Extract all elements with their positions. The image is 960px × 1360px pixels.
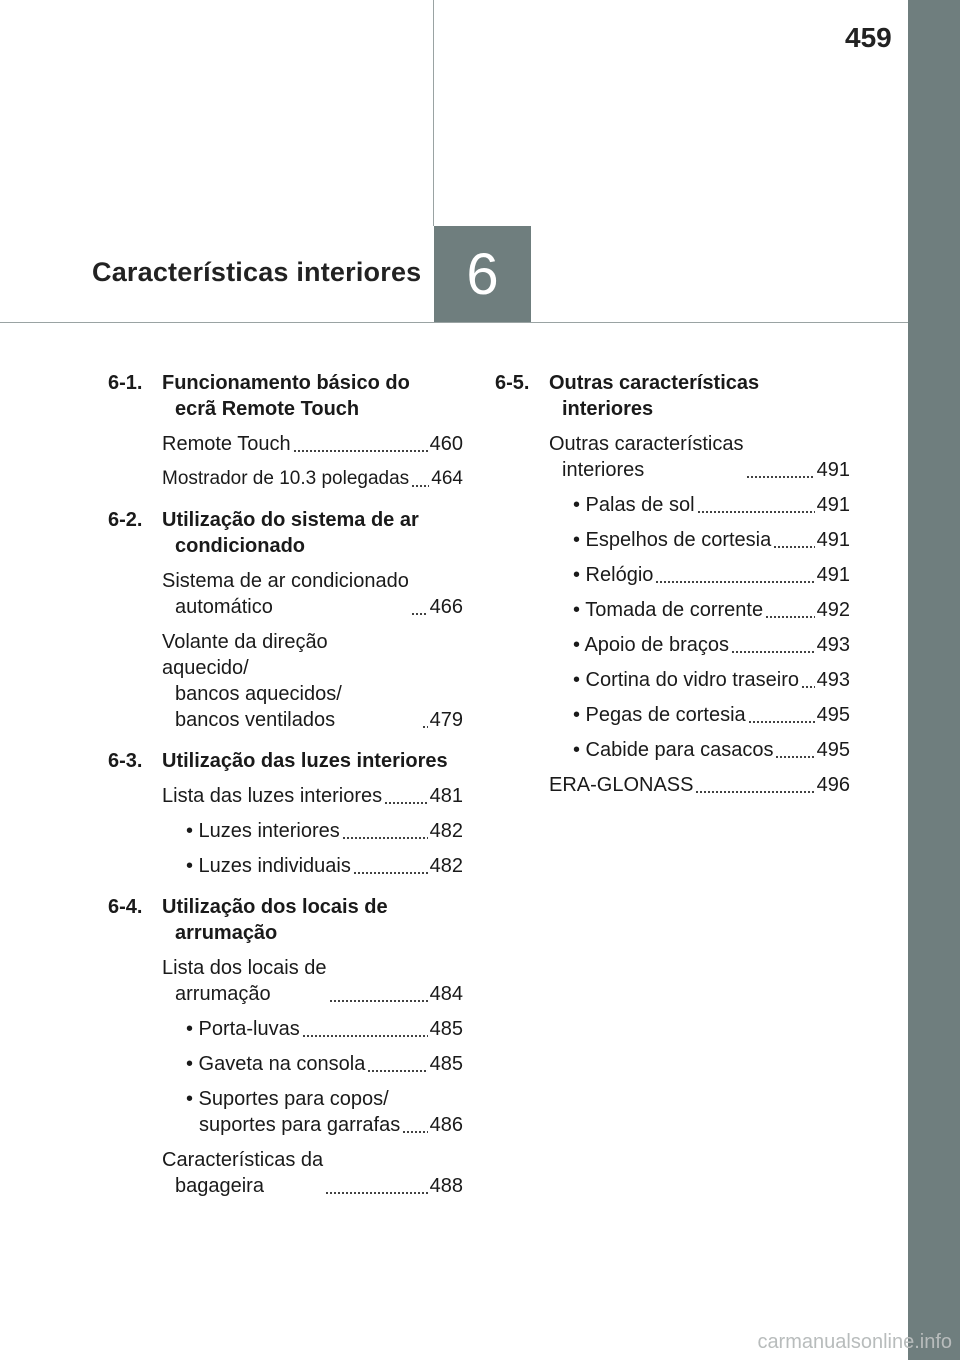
leader-dots — [411, 472, 429, 488]
leader-dots — [325, 1179, 427, 1195]
section-title: Funcionamento básico do ecrã Remote Touch — [162, 372, 410, 420]
page-ref: 491 — [816, 459, 850, 481]
toc-entry-remote-touch[interactable]: Remote Touch 460 — [162, 433, 463, 455]
footer-watermark: carmanualsonline.info — [757, 1331, 952, 1353]
toc-entry-assist-grips[interactable]: • Pegas de cortesia 495 — [573, 704, 850, 726]
toc-entry-era-glonass[interactable]: ERA-GLONASS 496 — [549, 774, 850, 796]
section-title: Utilização das luzes interiores — [162, 750, 448, 772]
section-number: 6-2. — [108, 509, 143, 531]
page-ref: 488 — [429, 1175, 463, 1197]
chapter-number-box — [434, 226, 531, 322]
page-ref: 496 — [816, 774, 850, 796]
toc-entry-heated-seats[interactable]: Volante da direção aquecido/ bancos aquecidos/ bancos ventilados 479 — [162, 631, 463, 731]
toc-right-column — [495, 370, 850, 798]
leader-dots — [655, 568, 814, 584]
toc-entry-armrest[interactable]: • Apoio de braços 493 — [573, 634, 850, 656]
toc-left-column — [108, 370, 463, 1199]
page-ref: 479 — [429, 709, 463, 731]
section-number: 6-5. — [495, 372, 530, 394]
toc-entry-individual-lights[interactable]: • Luzes individuais 482 — [186, 855, 463, 877]
toc-entry-console-box[interactable]: • Gaveta na consola 485 — [186, 1053, 463, 1075]
toc-entry-sun-visors[interactable]: • Palas de sol 491 — [573, 494, 850, 516]
leader-dots — [367, 1057, 427, 1073]
toc-entry-vanity-mirrors[interactable]: • Espelhos de cortesia 491 — [573, 529, 850, 551]
leader-dots — [402, 1118, 427, 1134]
page-ref: 493 — [816, 634, 850, 656]
page-ref: 492 — [816, 599, 850, 621]
leader-dots — [775, 743, 814, 759]
leader-dots — [422, 713, 428, 729]
page-ref: 481 — [429, 785, 463, 807]
leader-dots — [411, 600, 428, 616]
page-ref: 493 — [816, 669, 850, 691]
leader-dots — [748, 708, 815, 724]
section-number: 6-3. — [108, 750, 143, 772]
page-ref: 485 — [429, 1053, 463, 1075]
page-ref: 491 — [816, 529, 850, 551]
toc-entry-luggage[interactable]: Características da bagageira 488 — [162, 1149, 463, 1197]
toc-entry-air-conditioning[interactable]: Sistema de ar condicionado automático 466 — [162, 570, 463, 618]
toc-entry-rear-window-curtain[interactable]: • Cortina do vidro traseiro 493 — [573, 669, 850, 691]
toc-entry-coat-hooks[interactable]: • Cabide para casacos 495 — [573, 739, 850, 761]
page-ref: 495 — [816, 704, 850, 726]
chapter-side-tab — [908, 0, 960, 1360]
page-ref: 466 — [429, 596, 463, 618]
toc-section-6-3 — [108, 748, 463, 774]
leader-dots — [746, 463, 815, 479]
leader-dots — [773, 533, 814, 549]
page-ref: 485 — [429, 1018, 463, 1040]
header-horizontal-rule — [0, 322, 908, 323]
section-title: Utilização do sistema de ar condicionado — [162, 509, 419, 557]
section-number: 6-1. — [108, 372, 143, 394]
page-ref: 464 — [431, 468, 463, 489]
page-ref: 486 — [429, 1114, 463, 1136]
toc-entry-glove-box[interactable]: • Porta-luvas 485 — [186, 1018, 463, 1040]
chapter-number: 6 — [466, 241, 499, 307]
page-ref: 482 — [429, 820, 463, 842]
toc-entry-other-features[interactable]: Outras características interiores 491 — [549, 433, 850, 481]
toc-section-6-5 — [495, 370, 850, 422]
page-ref: 482 — [429, 855, 463, 877]
header-vertical-rule — [433, 0, 434, 226]
leader-dots — [342, 824, 428, 840]
section-title: Outras características interiores — [549, 372, 760, 420]
leader-dots — [384, 789, 428, 805]
toc-section-6-4 — [108, 894, 463, 946]
leader-dots — [329, 987, 428, 1003]
page-ref: 460 — [429, 433, 463, 455]
page-ref: 491 — [816, 564, 850, 586]
toc-section-6-2 — [108, 507, 463, 559]
leader-dots — [293, 437, 428, 453]
chapter-title: Características interiores — [92, 257, 422, 287]
toc-entry-storage-list[interactable]: Lista dos locais de arrumação 484 — [162, 957, 463, 1005]
leader-dots — [801, 673, 815, 689]
page-ref: 491 — [816, 494, 850, 516]
page-ref: 484 — [429, 983, 463, 1005]
leader-dots — [731, 638, 815, 654]
section-title: Utilização dos locais de arrumação — [162, 896, 388, 944]
toc-entry-cup-holders[interactable]: • Suportes para copos/ suportes para garrafas 486 — [186, 1088, 463, 1136]
section-number: 6-4. — [108, 896, 143, 918]
leader-dots — [353, 859, 428, 875]
toc-section-6-1 — [108, 370, 463, 422]
page-ref: 495 — [816, 739, 850, 761]
toc-entry-interior-lights[interactable]: • Luzes interiores 482 — [186, 820, 463, 842]
leader-dots — [765, 603, 815, 619]
leader-dots — [697, 498, 815, 514]
toc-entry-power-outlet[interactable]: • Tomada de corrente 492 — [573, 599, 850, 621]
leader-dots — [695, 778, 814, 794]
toc-entry-interior-lights-list[interactable]: Lista das luzes interiores 481 — [162, 785, 463, 807]
toc-entry-display[interactable]: Mostrador de 10.3 polegadas 464 — [108, 466, 463, 492]
toc-entry-clock[interactable]: • Relógio 491 — [573, 564, 850, 586]
page-number: 459 — [845, 22, 892, 53]
leader-dots — [302, 1022, 428, 1038]
